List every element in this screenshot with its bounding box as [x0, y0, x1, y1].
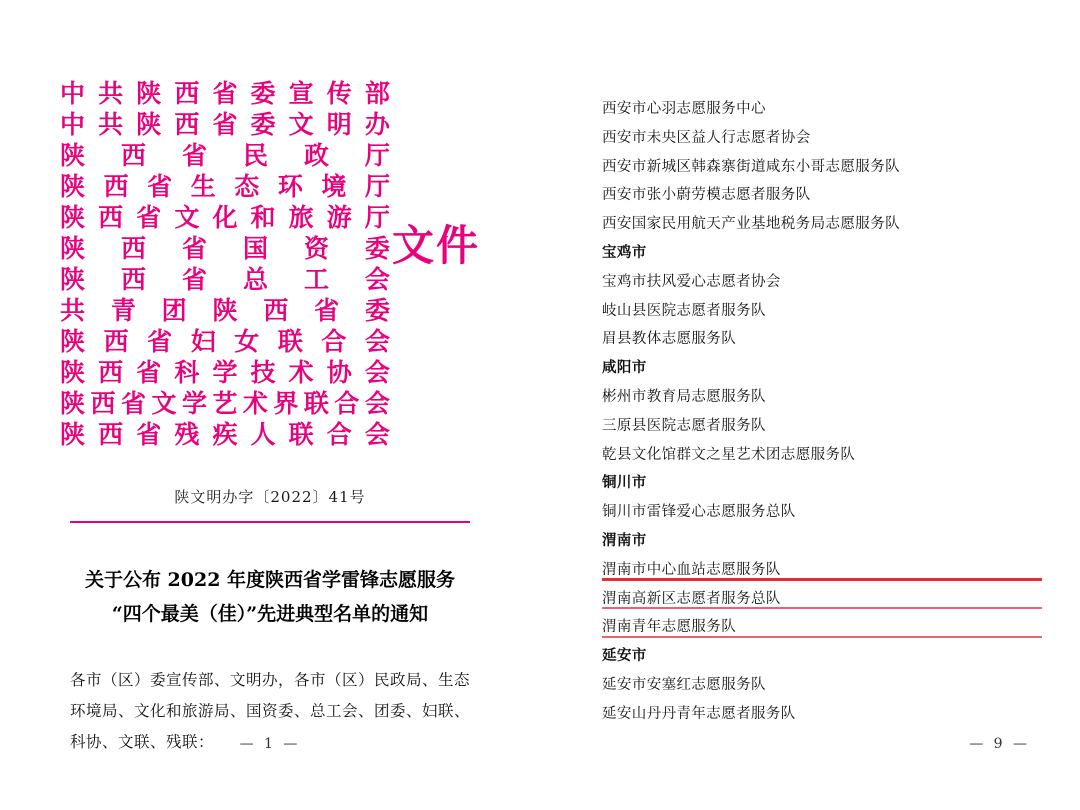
issuer-char: 团 [161, 296, 187, 325]
issuer-char: 宣 [288, 79, 314, 108]
issuer-char: 西 [263, 296, 289, 325]
issuer-char: 术 [242, 389, 268, 418]
issuer-char: 陕 [212, 296, 238, 325]
issuer-char: 西 [174, 79, 200, 108]
issuer-char: 资 [303, 234, 329, 263]
list-item: 延安山丹丹青年志愿者服务队 [602, 705, 796, 722]
document-title-line1: 关于公布 2022 年度陕西省学雷锋志愿服务 [84, 569, 456, 591]
issuer-char: 西 [98, 420, 124, 449]
issuer-line [60, 264, 390, 295]
issuer-line [60, 326, 390, 357]
list-item: 岐山县医院志愿者服务队 [602, 302, 766, 319]
document-title-line2: “四个最美（佳）”先进典型名单的通知 [111, 603, 429, 625]
issuer-char: 总 [242, 265, 268, 294]
issuer-char: 西 [120, 265, 146, 294]
list-item: 西安市心羽志愿服务中心 [602, 101, 766, 117]
issuer-char: 省 [181, 234, 207, 263]
issuer-char: 厅 [364, 172, 390, 201]
issuer-char: 文 [288, 110, 314, 139]
page-number-left: — 1 — [239, 736, 301, 752]
issuer-char: 旅 [288, 203, 314, 232]
issuer-char: 省 [120, 389, 146, 418]
issuer-char: 科 [174, 358, 200, 387]
issuer-char: 委 [250, 110, 276, 139]
organization-list [602, 95, 1042, 729]
issuer-char: 厅 [364, 141, 390, 170]
issuer-char: 环 [277, 172, 303, 201]
issuer-char: 西 [103, 327, 129, 356]
wenjian-label: 文件 [391, 221, 480, 270]
issuer-char: 文 [151, 389, 177, 418]
list-item: 乾县文化馆群文之星艺术团志愿服务队 [602, 446, 856, 463]
issuer-char: 妇 [190, 327, 216, 356]
issuer-char: 省 [136, 420, 162, 449]
issuer-char: 政 [303, 141, 329, 170]
issuer-char: 生 [190, 172, 216, 201]
list-item: 宝鸡市扶风爱心志愿者协会 [602, 273, 781, 290]
issuer-char: 省 [212, 79, 238, 108]
issuer-char: 西 [120, 141, 146, 170]
issuer-char: 西 [90, 389, 116, 418]
issuer-char: 协 [326, 358, 352, 387]
header-divider [70, 521, 470, 523]
issuer-char: 联 [277, 327, 303, 356]
issuer-char: 共 [98, 79, 124, 108]
issuer-char: 共 [60, 296, 86, 325]
list-item: 西安市张小蔚劳模志愿者服务队 [602, 187, 811, 204]
issuer-char: 技 [250, 358, 276, 387]
issuer-line [60, 140, 390, 171]
issuer-line [60, 388, 390, 419]
list-item-city-heading: 铜川市 [602, 474, 647, 492]
issuer-char: 会 [364, 327, 390, 356]
issuer-char: 陕 [60, 234, 86, 263]
issuer-char: 西 [174, 110, 200, 139]
issuer-char: 界 [273, 389, 299, 418]
list-item-city-heading: 咸阳市 [602, 359, 647, 377]
issuer-char: 中 [60, 79, 86, 108]
issuer-char: 共 [98, 110, 124, 139]
issuer-char: 省 [136, 358, 162, 387]
issuer-char: 国 [242, 234, 268, 263]
issuer-char: 省 [314, 296, 340, 325]
issuer-char: 联 [303, 389, 329, 418]
issuer-header [0, 78, 540, 450]
issuer-char: 疾 [212, 420, 238, 449]
list-item: 渭南青年志愿服务队 [602, 613, 1042, 642]
issuer-char: 化 [212, 203, 238, 232]
issuer-char: 西 [98, 203, 124, 232]
issuer-char: 境 [321, 172, 347, 201]
issuer-line [60, 357, 390, 388]
issuer-char: 态 [234, 172, 260, 201]
issuer-char: 游 [326, 203, 352, 232]
issuer-char: 文 [174, 203, 200, 232]
issuer-char: 会 [364, 358, 390, 387]
issuer-char: 委 [250, 79, 276, 108]
list-item-city-heading: 延安市 [602, 647, 647, 665]
issuer-line [60, 202, 390, 233]
issuer-char: 省 [147, 172, 173, 201]
issuer-char: 省 [147, 327, 173, 356]
list-item: 西安市新城区韩森寨街道咸东小哥志愿服务队 [602, 158, 900, 175]
issuer-char: 明 [326, 110, 352, 139]
list-item-city-heading: 渭南市 [602, 531, 647, 549]
list-item-city-heading: 宝鸡市 [602, 243, 647, 261]
issuer-char: 会 [364, 420, 390, 449]
issuer-char: 术 [288, 358, 314, 387]
list-item: 延安市安塞红志愿服务队 [602, 676, 766, 693]
document-body-paragraph: 各市（区）委宣传部、文明办，各市（区）民政局、生态环境局、文化和旅游局、国资委、总工会、团委、妇联、科协、文联、残联： [70, 671, 471, 751]
issuer-char: 厅 [364, 203, 390, 232]
page-number-right: — 9 — [969, 736, 1030, 752]
list-item: 渭南高新区志愿者服务总队 [602, 585, 1042, 614]
issuer-line [60, 171, 390, 202]
document-number: 陕文明办字〔2022〕41号 [174, 488, 366, 506]
issuer-char: 省 [181, 265, 207, 294]
issuer-char: 省 [136, 203, 162, 232]
issuer-char: 西 [120, 234, 146, 263]
issuer-char: 陕 [60, 172, 86, 201]
issuer-char: 会 [364, 265, 390, 294]
issuer-char: 女 [234, 327, 260, 356]
list-item: 西安市未央区益人行志愿者协会 [602, 129, 811, 146]
list-item: 彬州市教育局志愿服务队 [602, 388, 766, 405]
list-item: 三原县医院志愿者服务队 [602, 417, 766, 434]
issuer-char: 合 [326, 420, 352, 449]
issuer-char: 陕 [60, 420, 86, 449]
issuer-char: 陕 [60, 265, 86, 294]
issuer-char: 陕 [60, 327, 86, 356]
issuer-char: 西 [98, 358, 124, 387]
issuer-line [60, 419, 390, 450]
issuer-char: 合 [321, 327, 347, 356]
issuer-char: 和 [250, 203, 276, 232]
issuer-char: 联 [288, 420, 314, 449]
issuer-line [60, 295, 390, 326]
issuer-line [60, 109, 390, 140]
list-item: 渭南市中心血站志愿服务队 [602, 556, 1042, 585]
issuer-char: 委 [364, 234, 390, 263]
issuer-line [60, 78, 390, 109]
list-item: 眉县教体志愿服务队 [602, 331, 737, 348]
issuer-char: 工 [303, 265, 329, 294]
issuer-char: 陕 [136, 79, 162, 108]
issuer-char: 陕 [60, 389, 86, 418]
issuer-char: 会 [364, 389, 390, 418]
issuer-char: 传 [326, 79, 352, 108]
issuer-char: 省 [181, 141, 207, 170]
issuer-line [60, 233, 390, 264]
list-item: 铜川市雷锋爱心志愿服务总队 [602, 504, 796, 521]
issuer-char: 陕 [136, 110, 162, 139]
issuer-char: 陕 [60, 141, 86, 170]
issuer-char: 部 [364, 79, 390, 108]
issuer-char: 省 [212, 110, 238, 139]
issuer-char: 青 [110, 296, 136, 325]
issuer-char: 艺 [212, 389, 238, 418]
document-page-right [540, 0, 1080, 810]
issuer-char: 学 [181, 389, 207, 418]
issuer-char: 学 [212, 358, 238, 387]
issuer-char: 人 [250, 420, 276, 449]
issuer-char: 西 [103, 172, 129, 201]
issuer-char: 陕 [60, 203, 86, 232]
issuer-char: 中 [60, 110, 86, 139]
issuer-header-wrap [60, 78, 480, 450]
issuer-char: 办 [364, 110, 390, 139]
issuer-char: 合 [334, 389, 360, 418]
issuer-char: 陕 [60, 358, 86, 387]
issuer-char: 残 [174, 420, 200, 449]
list-item: 西安国家民用航天产业基地税务局志愿服务队 [602, 216, 900, 233]
issuer-char: 委 [364, 296, 390, 325]
document-title [70, 563, 470, 631]
issuer-char: 民 [242, 141, 268, 170]
